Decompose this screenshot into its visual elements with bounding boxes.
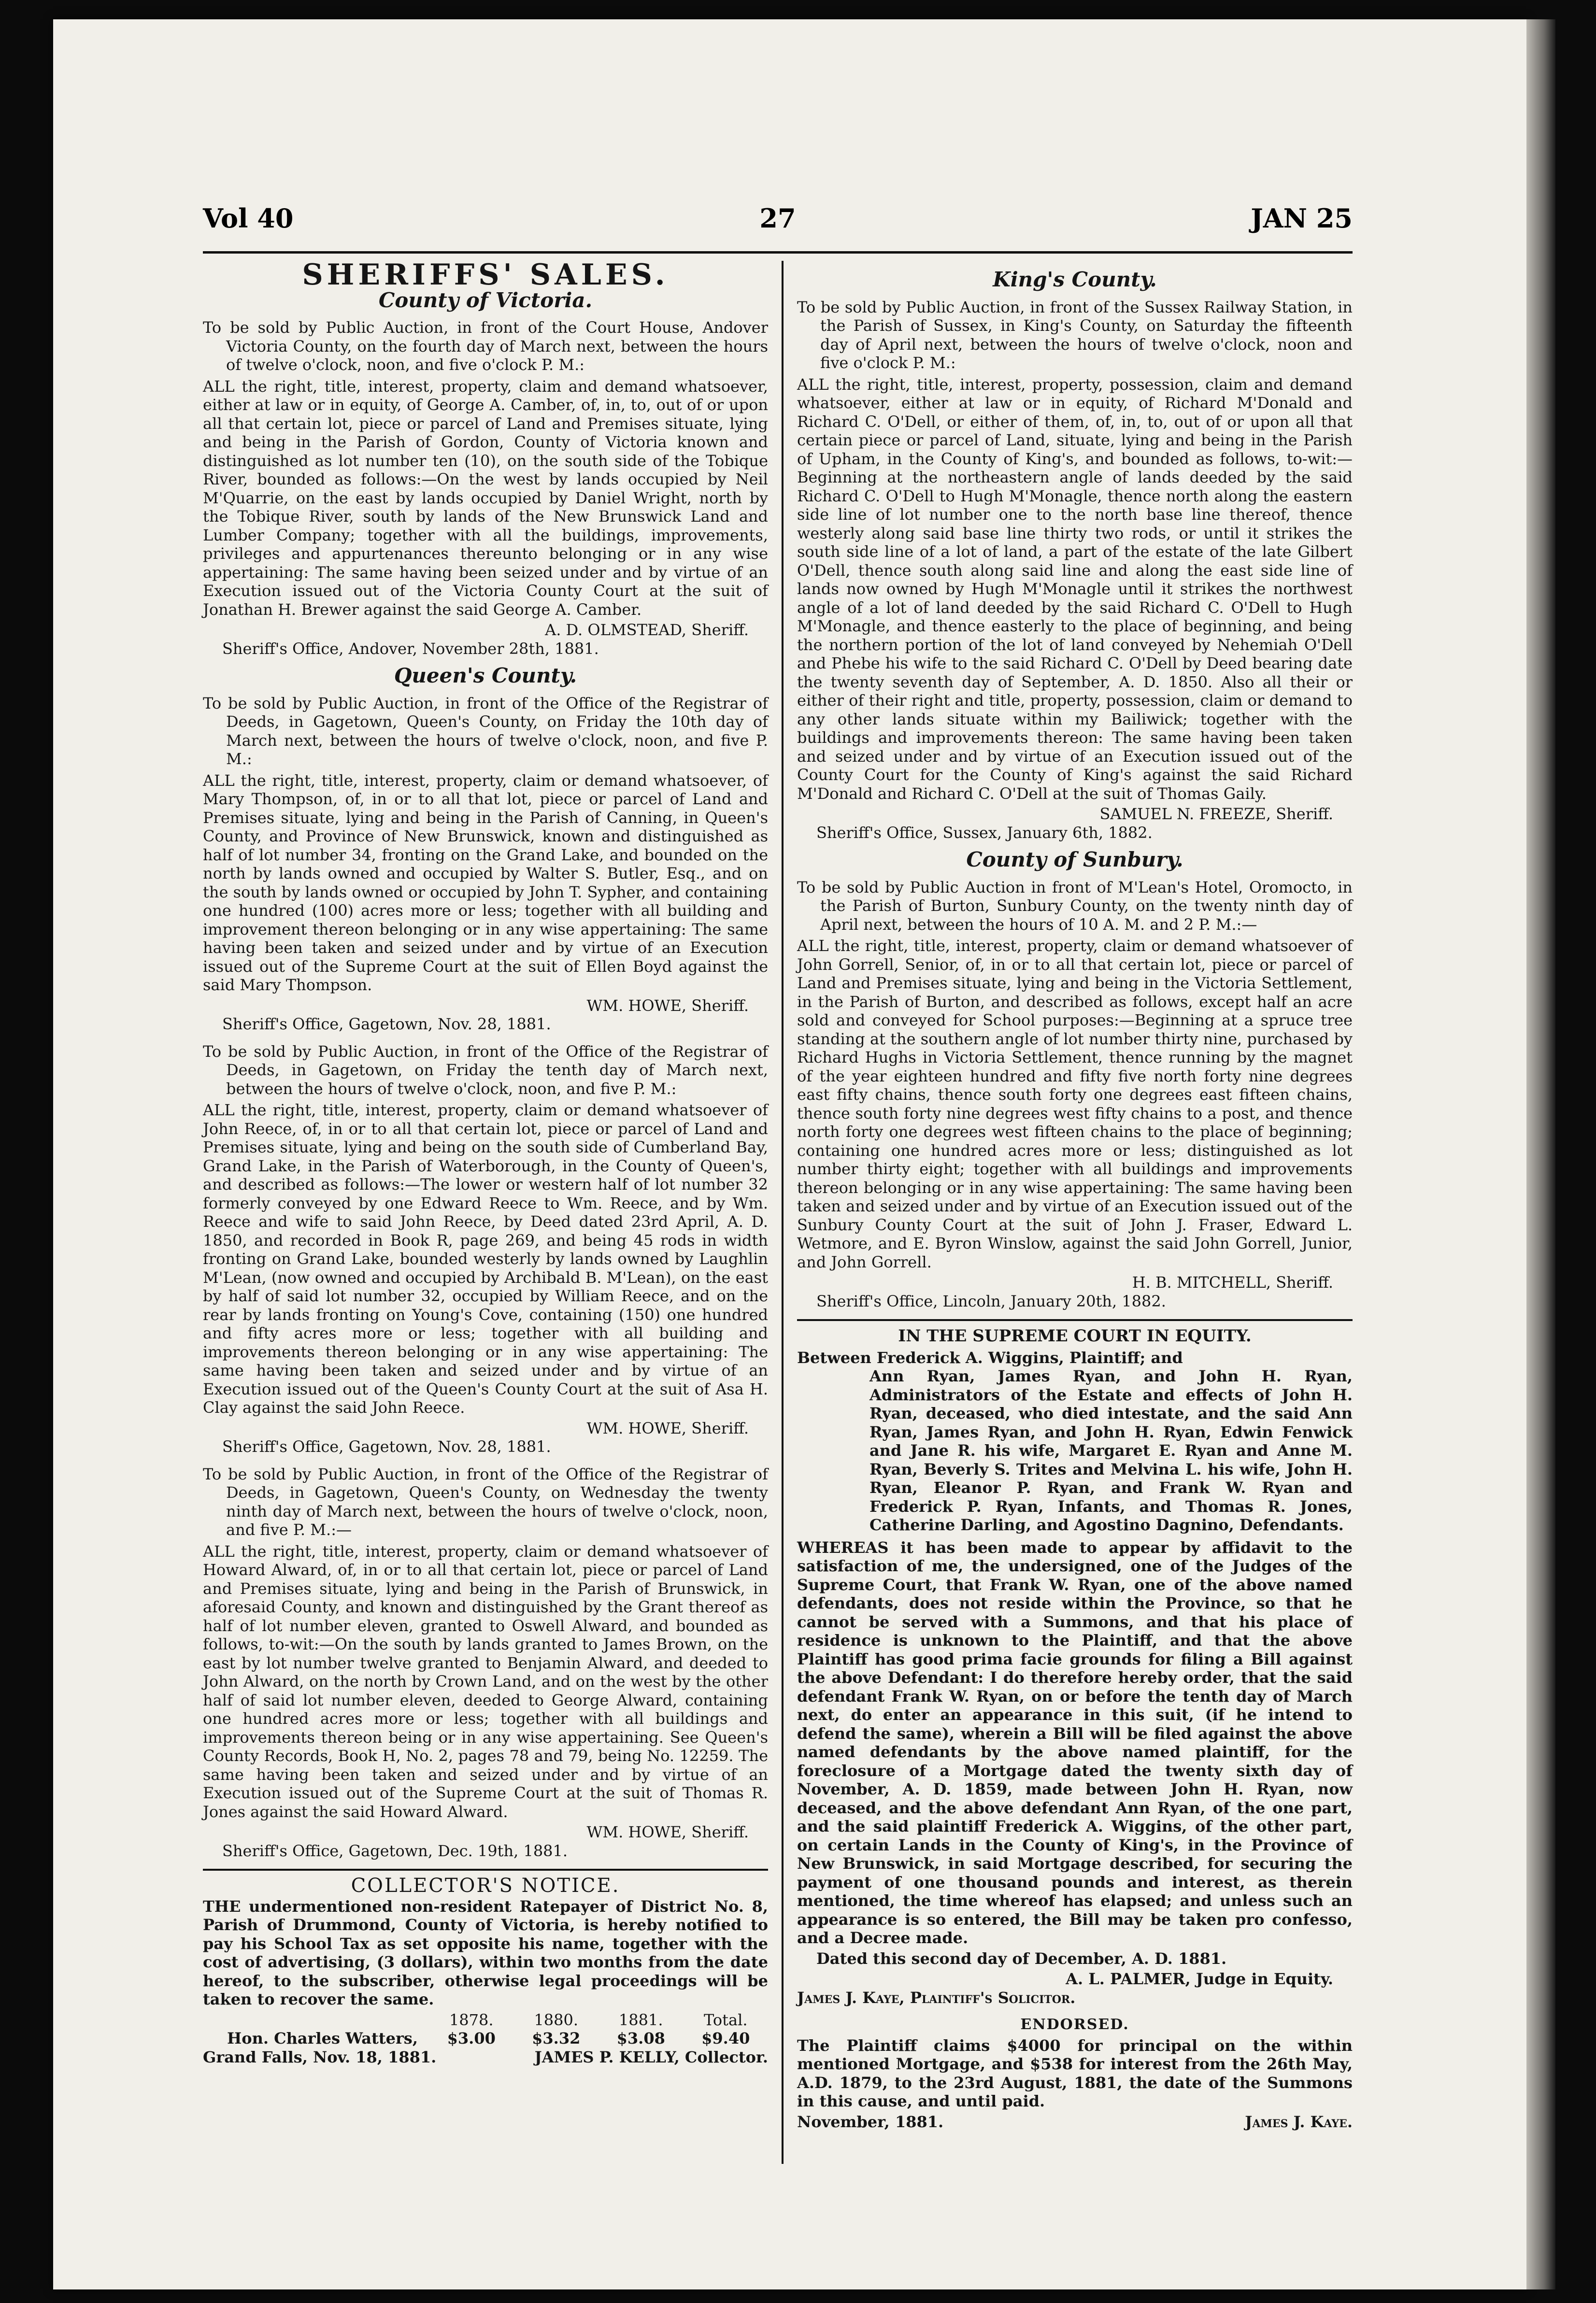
tax-amount: $3.08 — [616, 2029, 665, 2047]
notice-intro: To be sold by Public Auction, in front of the Office of the Registrar of Deeds, in Gagetown, Queen's County, on Wednesday the twenty ninth day of March next, between the hours of twelve o'clock, noon, and five P. M.:— — [203, 1464, 768, 1539]
court-defendants: Ann Ryan, James Ryan, and John H. Ryan, Administrators of the Estate and effects of John H. Ryan, deceased, who died intestate, and the said Ann Ryan, James Ryan, and John H. Ryan, Edwin Fenwick and Jane R. his wife, Margaret E. Ryan and Anne M. Ryan, Beverly S. Trites and Melvina L. his wife, John H. Ryan, Eleanor P. Ryan, and Frank W. Ryan and Frederick P. Ryan, Infants, and Thomas R. Jones, Catherine Darling, and Agostino Dagnino, Defendants. — [869, 1367, 1353, 1534]
sunbury-notice — [797, 848, 1353, 1310]
tax-row — [203, 2029, 768, 2048]
collector-title: COLLECTOR'S NOTICE. — [351, 1875, 620, 1897]
notice-intro: To be sold by Public Auction, in front of the Office of the Registrar of Deeds, in Gagetown, Queen's County, on Friday the 10th day of March next, between the hours of twelve o'clock, noon, and five P. M.: — [203, 694, 768, 768]
tax-amount: $3.00 — [447, 2029, 496, 2047]
endorsed-footer — [797, 2113, 1353, 2132]
collector-body: THE undermentioned non-resident Ratepayer of District No. 8, Parish of Drummond, County of Victoria, is hereby notified to pay his School Tax as set opposite his name, together with the cost of advertising, (3 dollars), within two months from the date hereof, to the subscriber, otherwise legal proceedings will be taken to recover the same. — [203, 1897, 768, 2008]
endorsed-body: The Plaintiff claims $4000 for principal on the within mentioned Mortgage, and $538 for interest from the 26th May, A.D. 1879, to the 23rd August, 1881, the date of the Summons in this cause, and until paid. — [797, 2036, 1353, 2110]
notice-body: ALL the right, title, interest, property, claim or demand whatsoever of John Gorrell, Senior, of, in or to all that certain lot, piece or parcel of Land and Premises situate, lying and being in the Victoria Settlement, in the Parish of Burton, and described as follows, except half an acre sold and conveyed for School purposes:—Beginning at a spruce tree standing at the southern angle of lot number thirty nine, purchased by Richard Hughs in Victoria Settlement, thence running by the magnet of the year eighteen hundred and fifty five north forty nine degrees east fifty chains, thence south forty one degrees east fifteen chains, thence south forty nine degrees west fifty chains to a post, and thence north forty one degrees west fifteen chains to the place of beginning; containing one hundred acres more or less; distinguished as lot number thirty eight; together with all buildings and improvements thereon belonging or in any wise appertaining: The same having been taken and seized under and by virtue of an Execution issued out of the Sunbury County Court at the suit of John J. Fraser, Edward L. Wetmore, and E. Byron Winslow, against the said John Gorrell, Junior, and John Gorrell. — [797, 937, 1353, 1271]
county-heading: King's County. — [993, 268, 1157, 291]
sheriff-office: Sheriff's Office, Sussex, January 6th, 1882. — [816, 823, 1153, 842]
victoria-notice — [203, 288, 768, 658]
collector-signature: JAMES P. KELLY, Collector. — [534, 2047, 768, 2066]
tax-col-header: 1878. — [449, 2010, 494, 2029]
section-rule — [797, 1319, 1353, 1321]
tax-col-header: 1880. — [534, 2010, 579, 2029]
notice-intro: To be sold by Public Auction, in front of the Court House, Andover Victoria County, on the fourth day of March next, between the hours of twelve o'clock, noon, and five o'clock P. M.: — [203, 318, 768, 374]
sheriff-signature: WM. HOWE, Sheriff. — [586, 1823, 749, 1841]
notice-intro: To be sold by Public Auction, in front of the Office of the Registrar of Deeds, in Gagetown, on Friday the tenth day of March next, between the hours of twelve o'clock, noon, and five P. M.: — [203, 1042, 768, 1098]
sheriff-signature: SAMUEL N. FREEZE, Sheriff. — [1099, 805, 1333, 823]
county-heading: County of Sunbury. — [966, 848, 1183, 871]
equity-court-notice — [797, 1327, 1353, 2131]
page-number: 27 — [759, 203, 796, 234]
tax-amount: $9.40 — [701, 2029, 750, 2047]
endorsed-title: ENDORSED. — [1020, 2016, 1129, 2033]
tax-header-row — [203, 2011, 768, 2030]
court-title: IN THE SUPREME COURT IN EQUITY. — [898, 1326, 1252, 1346]
issue-date: JAN 25 — [1251, 203, 1353, 234]
header-rule — [203, 251, 1353, 254]
sheriff-signature: WM. HOWE, Sheriff. — [586, 996, 749, 1015]
notice-intro: To be sold by Public Auction, in front of the Sussex Railway Station, in the Parish of Sussex, in King's County, on Saturday the fifteenth day of April next, between the hours of twelve o'clock, noon and five o'clock P. M.: — [797, 298, 1353, 372]
collector-place-date: Grand Falls, Nov. 18, 1881. — [203, 2047, 437, 2066]
court-parties — [797, 1349, 1353, 1535]
right-column — [797, 266, 1353, 2131]
notice-body: ALL the right, title, interest, property, claim or demand whatsoever, of Mary Thompson, of, in or to all that lot, piece or parcel of Land and Premises situate, lying and being in the Parish of Canning, in Queen's County, and Province of New Brunswick, known and distinguished as half of lot number 34, fronting on the Grand Lake, and bounded on the north by lands owned and occupied by Walter S. Butler, Esq., and on the south by lands owned or occupied by John T. Sypher, and containing one hundred (100) acres more or less; together with all building and improvement thereon belonging or in any wise appertaining: The same having been taken and seized under and by virtue of an Execution issued out of the Supreme Court at the suit of Ellen Boyd against the said Mary Thompson. — [203, 771, 768, 994]
volume-label: Vol 40 — [203, 203, 294, 234]
collector-notice — [203, 1877, 768, 2066]
notice-body: ALL the right, title, interest, property, possession, claim and demand whatsoever, either at law or in equity, of Richard M'Donald and Richard C. O'Dell, or either of them, of, in, to, out of or upon all that certain piece or parcel of Land, situate, lying and being in the Parish of Upham, in the County of King's, and bounded as follows, to-wit:—Beginning at the northeastern angle of lands deeded by the said Richard C. O'Dell to Hugh M'Monagle, thence north along the eastern side line of lot number one to the north base line thereof, thence westerly along said base line thirty two rods, or until it strikes the south side line of a lot of land, a part of the estate of the late Gilbert O'Dell, thence south along said line and along the east side line of lands now owned by Hugh M'Monagle until it strikes the northwest angle of a lot of land deeded by the said Richard C. O'Dell to Hugh M'Monagle, and thence easterly to the place of beginning, and being the northern portion of the lot of land conveyed by Nehemiah O'Dell and Phebe his wife to the said Richard C. O'Dell by Deed bearing date the twenty seventh day of September, A. D. 1850. Also all their or either of their right and title, property, possession, claim or demand to any other lands situate within my Bailiwick; together with the buildings and improvements thereon: The same having been taken and seized under and by virtue of an Execution issued out of the County Court for the County of King's against the said Richard M'Donald and Richard C. O'Dell at the suit of Thomas Gaily. — [797, 375, 1353, 803]
sheriff-office: Sheriff's Office, Lincoln, January 20th, 1882. — [816, 1292, 1166, 1310]
section-title: SHERIFFS' SALES. — [302, 258, 669, 292]
sheriff-office: Sheriff's Office, Gagetown, Nov. 28, 1881. — [222, 1015, 551, 1033]
solicitor-line: James J. Kaye, Plaintiff's Solicitor. — [797, 1988, 1076, 2007]
court-body: WHEREAS it has been made to appear by affidavit to the satisfaction of me, the undersigned, one of the Judges of the Supreme Court, that Frank W. Ryan, one of the above named defendants, does not reside within the Province, so that he cannot be served with a Summons, and that his place of residence is unknown to the Plaintiff, and that the above Plaintiff has good prima facie grounds for filing a Bill against the above Defendant: I do therefore hereby order, that the said defendant Frank W. Ryan, on or before the tenth day of March next, do enter an appearance in this suit, (if he intend to defend the same), wherein a Bill will be filed against the above named defendants by the above named plaintiff, for the foreclosure of a Mortgage dated the twenty sixth day of November, A. D. 1859, made between John H. Ryan, now deceased, and the above defendant Ann Ryan, of the one part, and the said plaintiff Frederick A. Wiggins, of the other part, on certain Lands in the County of King's, in the Province of New Brunswick, in said Mortgage described, for securing the payment of one thousand pounds and interest, as therein mentioned, the time whereof has elapsed; and unless such an appearance is so entered, the Bill may be taken pro confesso, and a Decree made. — [797, 1538, 1353, 1947]
court-dated: Dated this second day of December, A. D. 1881. — [816, 1949, 1227, 1968]
sheriff-signature: H. B. MITCHELL, Sheriff. — [1132, 1273, 1333, 1292]
sheriff-office: Sheriff's Office, Gagetown, Nov. 28, 1881. — [222, 1437, 551, 1456]
notice-intro: To be sold by Public Auction in front of M'Lean's Hotel, Oromocto, in the Parish of Burton, Sunbury County, on the twenty ninth day of April next, between the hours of 10 A. M. and 2 P. M.:— — [797, 878, 1353, 934]
tax-col-header: Total. — [704, 2010, 748, 2029]
ratepayer-name: Hon. Charles Watters, — [227, 2029, 418, 2047]
page-edge-shadow — [1526, 19, 1555, 2289]
tax-name-header — [203, 2011, 429, 2030]
sheriff-signature: A. D. OLMSTEAD, Sheriff. — [545, 621, 749, 639]
queens-notices — [203, 664, 768, 1860]
sheriff-signature: WM. HOWE, Sheriff. — [586, 1419, 749, 1437]
section-rule — [203, 1869, 768, 1871]
court-plaintiff: Between Frederick A. Wiggins, Plaintiff; and — [797, 1348, 1183, 1367]
collector-footer — [203, 2048, 768, 2067]
kings-notice — [797, 270, 1353, 842]
notice-body: ALL the right, title, interest, property, claim or demand whatsoever of Howard Alward, of, in or to all that certain lot, piece or parcel of Land and Premises situate, lying and being in the Parish of Brunswick, in aforesaid County, and known and distinguished by the Grant thereof as half of lot number eleven, granted to Oswell Alward, and bounded as follows, to-wit:—On the south by lands granted to James Brown, on the east by lot number twelve granted to Benjamin Alward, and deeded to John Alward, on the north by Crown Land, and on the west by the other half of said lot number eleven, deeded to George Alward, containing one hundred acres more or less; together with all buildings and improvements thereon being or in any wise appertaining. See Queen's County Records, Book H, No. 2, pages 78 and 79, being No. 12259. The same having been taken and seized under and by virtue of an Execution issued out of the Supreme Court at the suit of Thomas R. Jones against the said Howard Alward. — [203, 1542, 768, 1821]
sheriff-office: Sheriff's Office, Gagetown, Dec. 19th, 1881. — [222, 1841, 568, 1860]
tax-col-header: 1881. — [618, 2010, 663, 2029]
page-header — [203, 203, 1353, 256]
county-heading: Queen's County. — [394, 664, 577, 687]
sheriff-office: Sheriff's Office, Andover, November 28th, 1881. — [222, 639, 599, 658]
notice-body: ALL the right, title, interest, property, claim or demand whatsoever of John Reece, of, in or to all that certain lot, piece or parcel of Land and Premises situate, lying and being on the south side of Cumberland Bay, Grand Lake, in the Parish of Waterborough, in the County of Queen's, and described as follows:—The lower or western half of lot number 32 formerly conveyed by one Edward Reece to Wm. Reece, and by Wm. Reece and wife to said John Reece, by Deed dated 23rd April, A. D. 1850, and recorded in Book R, page 269, and being 45 rods in width fronting on Grand Lake, bounded westerly by lands owned by Laughlin M'Lean, (now owned and occupied by Archibald B. M'Lean), on the east by half of said lot number 32, occupied by William Reece, and on the rear by lands fronting on Young's Cove, containing (150) one hundred and fifty acres more or less; together with all building and improvements thereon belonging or in any wise appertaining: The same having been taken and seized under and by virtue of an Execution issued out of the Queen's County Court at the suit of Asa H. Clay against the said John Reece. — [203, 1101, 768, 1417]
tax-amount: $3.32 — [532, 2029, 581, 2047]
county-heading: County of Victoria. — [378, 288, 593, 312]
notice-body: ALL the right, title, interest, property, claim and demand whatsoever, either at law or in equity, of George A. Camber, of, in, to, out of or upon all that certain lot, piece or parcel of Land and Premises situate, lying and being in the Parish of Gordon, County of Victoria known and distinguished as lot number ten (10), on the south side of the Tobique River, bounded as follows:—On the west by lands occupied by Neil M'Quarrie, on the east by lands occupied by Daniel Wright, north by the Tobique River, south by lands of the New Brunswick Land and Lumber Company; together with all the buildings, improvements, privileges and appurtenances thereunto belonging or in any wise appertaining: The same having been seized under and by virtue of an Execution issued out of the Victoria County Court at the suit of Jonathan H. Brewer against the said George A. Camber. — [203, 377, 768, 619]
endorsed-date: November, 1881. — [797, 2112, 944, 2131]
endorsed-signature: James J. Kaye. — [1245, 2112, 1353, 2131]
column-divider — [782, 261, 784, 2164]
judge-signature: A. L. PALMER, Judge in Equity. — [1066, 1970, 1333, 1988]
left-column — [203, 258, 768, 2066]
